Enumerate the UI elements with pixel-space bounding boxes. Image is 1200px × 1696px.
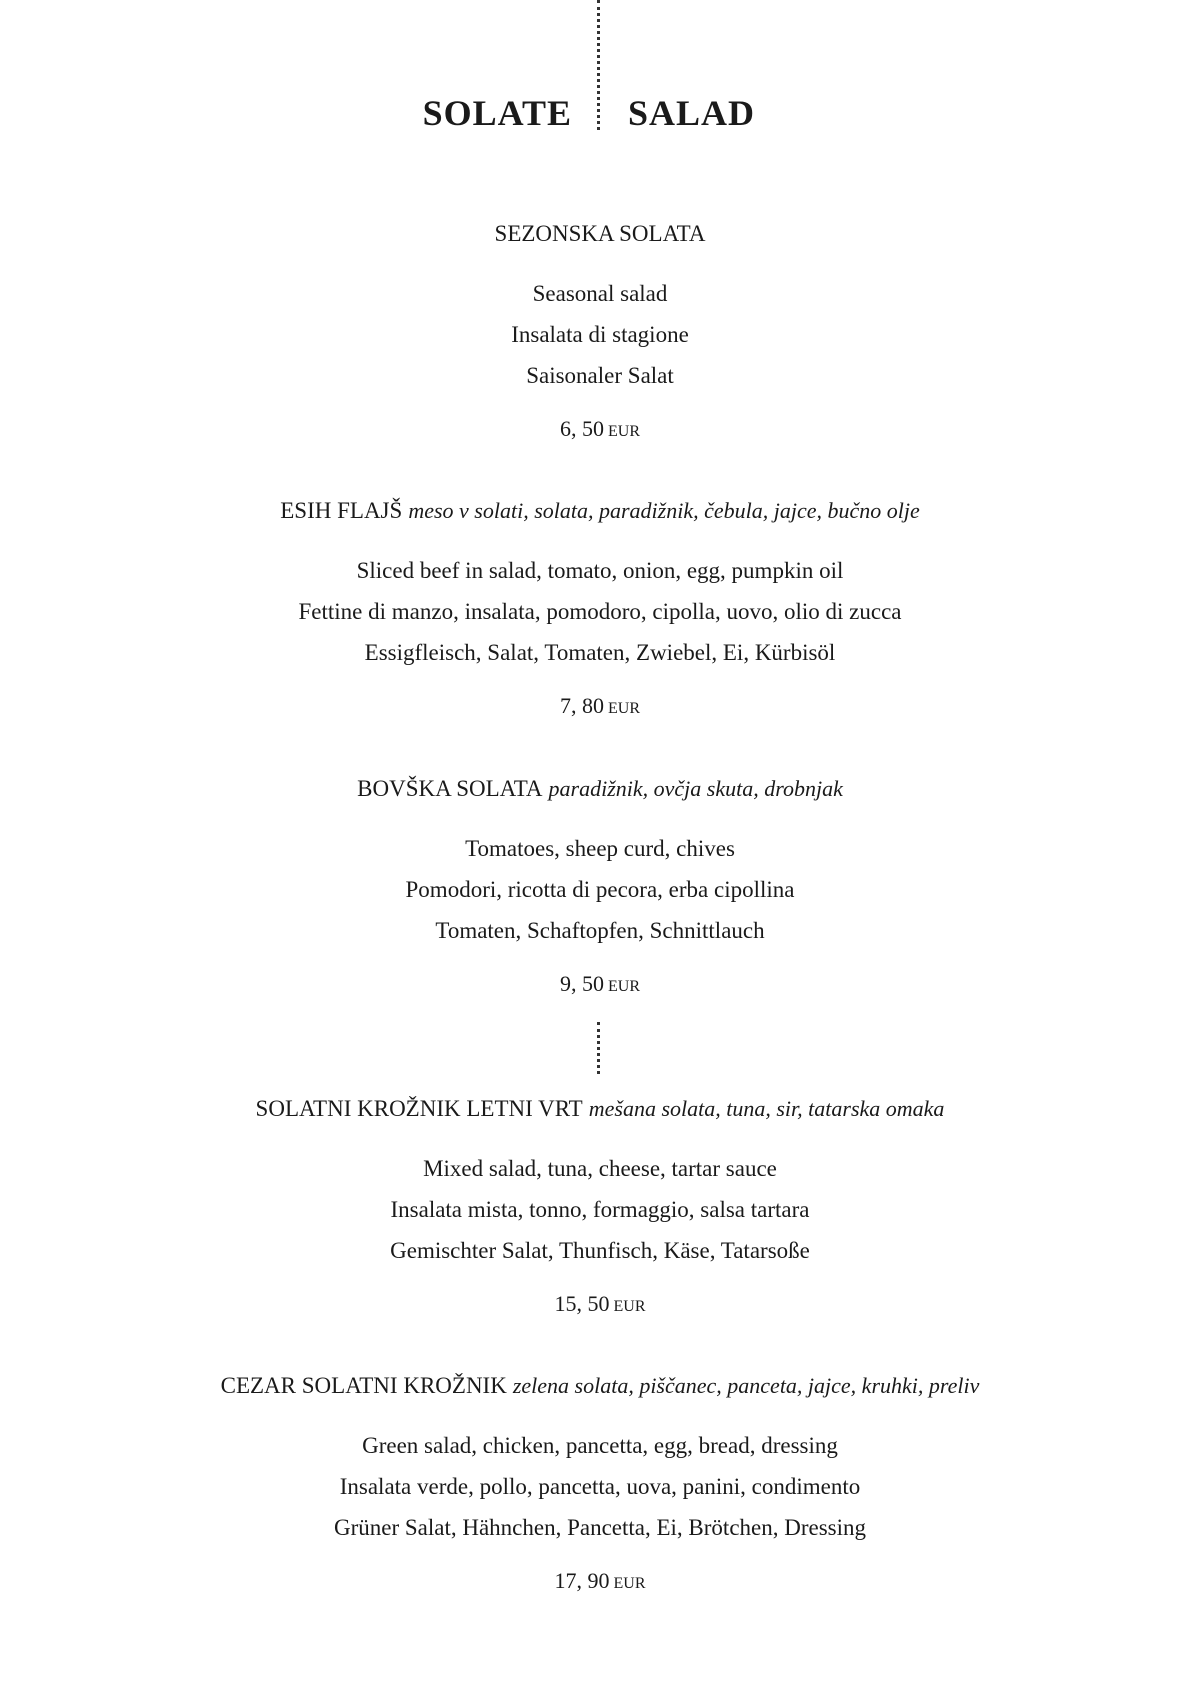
price-currency: EUR — [608, 700, 640, 717]
item-translations — [0, 273, 1200, 396]
translation-english: Seasonal salad — [532, 281, 668, 306]
price-value: 6, 50 — [560, 416, 604, 441]
item-description: paradižnik, ovčja skuta, drobnjak — [548, 776, 843, 801]
item-translations — [0, 1425, 1200, 1548]
menu-item-solatni-kroznik-letni-vrt — [0, 1095, 1200, 1319]
price-value: 9, 50 — [560, 971, 604, 996]
item-name: SEZONSKA SOLATA — [494, 221, 706, 246]
menu-item-sezonska-solata — [0, 220, 1200, 444]
price-currency: EUR — [608, 978, 640, 995]
item-translations — [0, 550, 1200, 673]
item-translations — [0, 828, 1200, 951]
translation-italian: Insalata di stagione — [511, 322, 689, 347]
translation-italian: Fettine di manzo, insalata, pomodoro, cipolla, uovo, olio di zucca — [298, 599, 902, 624]
price-currency: EUR — [613, 1298, 646, 1315]
translation-german: Saisonaler Salat — [526, 363, 674, 388]
item-translations — [0, 1148, 1200, 1271]
price-currency: EUR — [613, 1575, 646, 1592]
item-price — [0, 1566, 1200, 1596]
item-price — [0, 691, 1200, 721]
item-name: SOLATNI KROŽNIK LETNI VRT — [255, 1096, 583, 1121]
item-description: mešana solata, tuna, sir, tatarska omaka — [588, 1096, 945, 1121]
translation-english: Mixed salad, tuna, cheese, tartar sauce — [423, 1156, 777, 1181]
menu-item-bovska-solata — [0, 775, 1200, 999]
translation-german: Gemischter Salat, Thunfisch, Käse, Tatarsoße — [390, 1238, 810, 1263]
translation-italian: Insalata verde, pollo, pancetta, uova, panini, condimento — [339, 1474, 861, 1499]
item-price — [0, 1289, 1200, 1319]
menu-item-esih-flajs — [0, 497, 1200, 721]
item-name: BOVŠKA SOLATA — [357, 776, 543, 801]
item-price — [0, 414, 1200, 444]
header-title-english: SALAD — [628, 93, 756, 133]
price-value: 17, 90 — [554, 1568, 610, 1593]
item-title — [0, 497, 1200, 525]
price-currency: EUR — [608, 423, 640, 440]
page-header — [0, 92, 1200, 142]
translation-german: Grüner Salat, Hähnchen, Pancetta, Ei, Brötchen, Dressing — [333, 1515, 867, 1540]
dotted-divider-middle — [597, 1022, 600, 1074]
header-title-slovenian: SOLATE — [422, 93, 572, 133]
item-title — [0, 775, 1200, 803]
item-name: CEZAR SOLATNI KROŽNIK — [220, 1373, 507, 1398]
translation-italian: Insalata mista, tonno, formaggio, salsa tartara — [390, 1197, 810, 1222]
item-title — [0, 1372, 1200, 1400]
item-price — [0, 969, 1200, 999]
item-description: meso v solati, solata, paradižnik, čebula, jajce, bučno olje — [408, 498, 920, 523]
item-description: zelena solata, piščanec, panceta, jajce, kruhki, preliv — [512, 1373, 980, 1398]
translation-german: Tomaten, Schaftopfen, Schnittlauch — [435, 918, 765, 943]
translation-english: Tomatoes, sheep curd, chives — [465, 836, 735, 861]
translation-german: Essigfleisch, Salat, Tomaten, Zwiebel, Ei, Kürbisöl — [364, 640, 836, 665]
translation-italian: Pomodori, ricotta di pecora, erba cipollina — [405, 877, 795, 902]
item-title — [0, 220, 1200, 248]
price-value: 7, 80 — [560, 693, 604, 718]
translation-english: Green salad, chicken, pancetta, egg, bread, dressing — [362, 1433, 838, 1458]
menu-item-cezar-solatni-kroznik — [0, 1372, 1200, 1596]
item-name: ESIH FLAJŠ — [280, 498, 403, 523]
translation-english: Sliced beef in salad, tomato, onion, egg, pumpkin oil — [356, 558, 844, 583]
price-value: 15, 50 — [554, 1291, 610, 1316]
item-title — [0, 1095, 1200, 1123]
